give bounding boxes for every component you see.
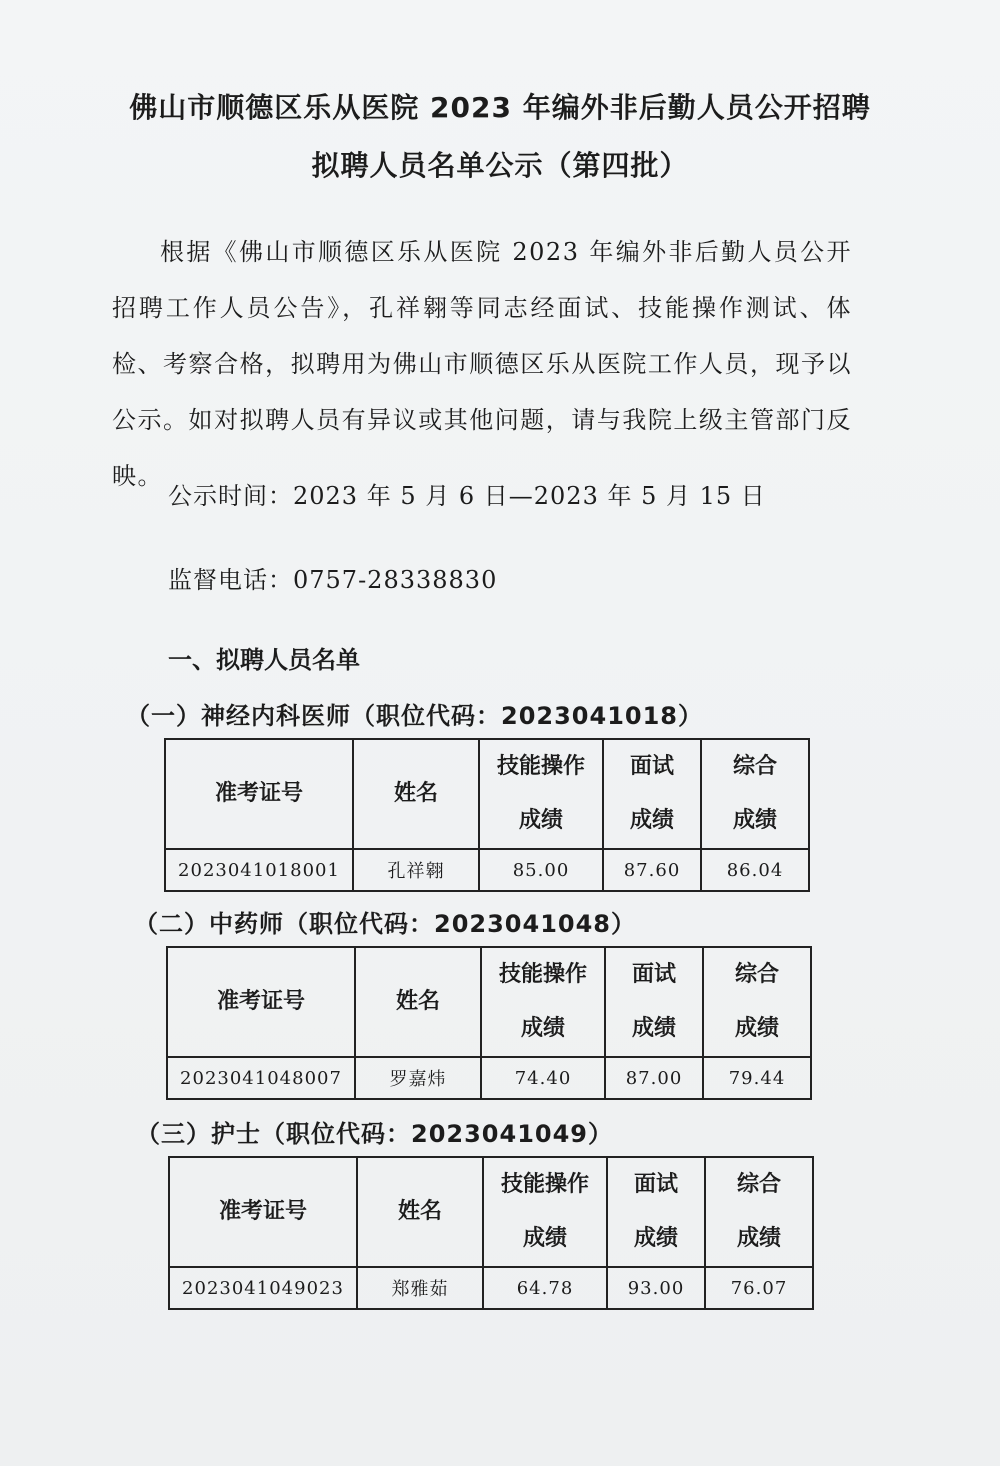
header-total-l2: 成绩: [736, 1226, 781, 1251]
cell-name: 罗嘉炜: [355, 1057, 481, 1099]
header-skill: [483, 1157, 607, 1267]
header-name: 姓名: [357, 1157, 483, 1267]
cell-interview: 93.00: [607, 1267, 705, 1309]
position-title-2: （二）中药师（职位代码：2023041048）: [134, 910, 636, 938]
header-total-l2: 成绩: [734, 1016, 779, 1041]
table-row: [165, 849, 809, 891]
header-skill-l1: 技能操作: [498, 962, 587, 987]
cell-name: 郑雅茹: [357, 1267, 483, 1309]
header-interview-l2: 成绩: [629, 808, 674, 833]
score-table-2: [166, 946, 812, 1100]
supervision-phone: 监督电话：0757-28338830: [168, 566, 498, 594]
header-total: [703, 947, 811, 1057]
score-table-1: [164, 738, 810, 892]
document-title-line1: 佛山市顺德区乐从医院 2023 年编外非后勤人员公开招聘: [129, 91, 871, 124]
table-row: [167, 1057, 811, 1099]
document-title-line2: 拟聘人员名单公示（第四批）: [311, 149, 689, 182]
cell-name: 孔祥翱: [353, 849, 479, 891]
header-exam-id: 准考证号: [169, 1157, 357, 1267]
cell-skill: 74.40: [481, 1057, 605, 1099]
cell-exam-id: 2023041048007: [167, 1057, 355, 1099]
cell-total: 76.07: [705, 1267, 813, 1309]
header-interview: [603, 739, 701, 849]
header-skill-l2: 成绩: [520, 1016, 565, 1041]
header-name: 姓名: [355, 947, 481, 1057]
publicity-time: 公示时间：2023 年 5 月 6 日—2023 年 5 月 15 日: [168, 482, 766, 510]
section-title: 一、拟聘人员名单: [168, 646, 360, 674]
header-total-l1: 综合: [732, 754, 777, 779]
cell-skill: 64.78: [483, 1267, 607, 1309]
header-interview-l1: 面试: [631, 962, 676, 987]
header-skill: [479, 739, 603, 849]
header-skill: [481, 947, 605, 1057]
cell-interview: 87.00: [605, 1057, 703, 1099]
header-interview-l1: 面试: [629, 754, 674, 779]
table-header-row: [167, 947, 811, 1057]
position-title-3: （三）护士（职位代码：2023041049）: [136, 1120, 613, 1148]
cell-total: 86.04: [701, 849, 809, 891]
position-title-1: （一）神经内科医师（职位代码：2023041018）: [126, 702, 703, 730]
cell-total: 79.44: [703, 1057, 811, 1099]
table-header-row: [169, 1157, 813, 1267]
header-name: 姓名: [353, 739, 479, 849]
header-total-l2: 成绩: [732, 808, 777, 833]
cell-exam-id: 2023041018001: [165, 849, 353, 891]
table-header-row: [165, 739, 809, 849]
header-skill-l1: 技能操作: [496, 754, 585, 779]
cell-interview: 87.60: [603, 849, 701, 891]
header-interview-l2: 成绩: [633, 1226, 678, 1251]
cell-skill: 85.00: [479, 849, 603, 891]
header-total-l1: 综合: [736, 1172, 781, 1197]
header-exam-id: 准考证号: [167, 947, 355, 1057]
header-exam-id: 准考证号: [165, 739, 353, 849]
score-table-3: [168, 1156, 814, 1310]
intro-paragraph: 根据《佛山市顺德区乐从医院 2023 年编外非后勤人员公开招聘工作人员公告》，孔祥翱等同志经面试、技能操作测试、体检、考察合格，拟聘用为佛山市顺德区乐从医院工作人员，现予以公示。如对拟聘人员有异议或其他问题，请与我院上级主管部门反映。: [112, 238, 852, 490]
header-total: [705, 1157, 813, 1267]
header-interview-l2: 成绩: [631, 1016, 676, 1041]
header-total: [701, 739, 809, 849]
cell-exam-id: 2023041049023: [169, 1267, 357, 1309]
header-skill-l1: 技能操作: [500, 1172, 589, 1197]
header-interview-l1: 面试: [633, 1172, 678, 1197]
header-interview: [607, 1157, 705, 1267]
header-skill-l2: 成绩: [518, 808, 563, 833]
table-row: [169, 1267, 813, 1309]
header-total-l1: 综合: [734, 962, 779, 987]
header-interview: [605, 947, 703, 1057]
header-skill-l2: 成绩: [522, 1226, 567, 1251]
